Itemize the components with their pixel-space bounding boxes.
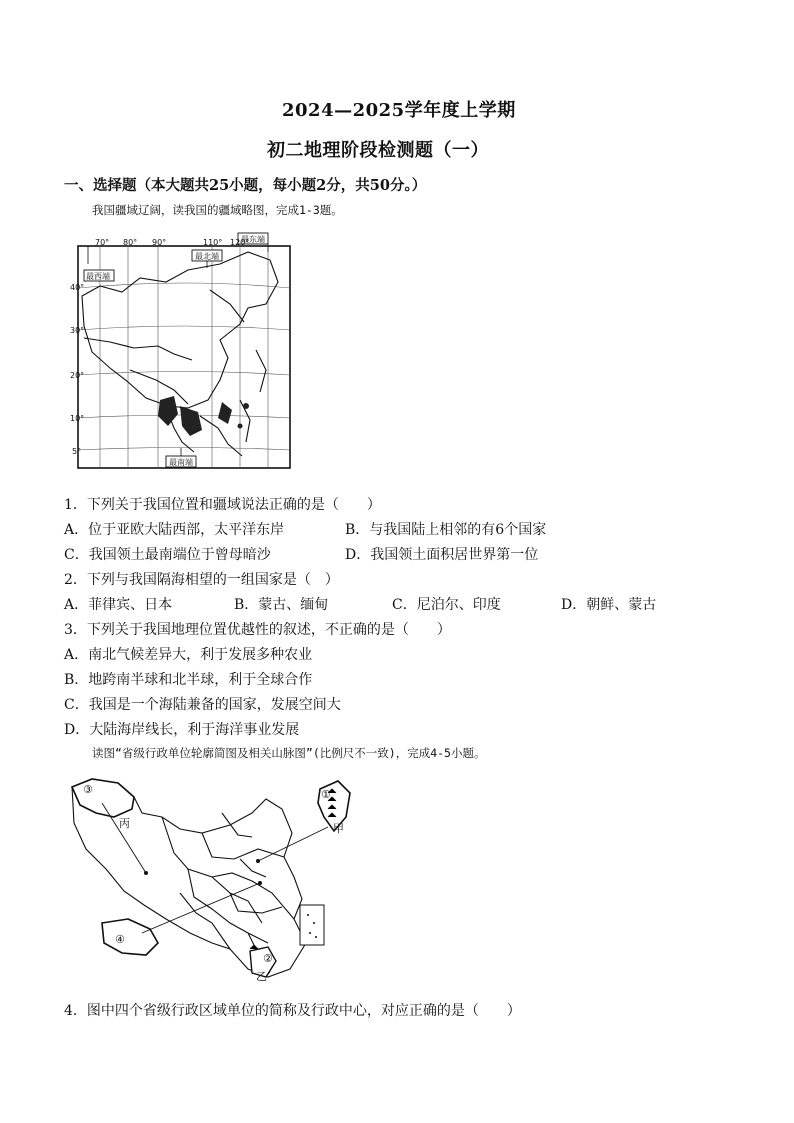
question-3-stem: 3．下列关于我国地理位置优越性的叙述，不正确的是（ ） — [64, 622, 451, 638]
question-4-stem: 4．图中四个省级行政区域单位的简称及行政中心，对应正确的是（ ） — [64, 1003, 521, 1019]
question-2-option-d[interactable]: D．朝鲜、蒙古 — [561, 597, 657, 613]
question-1-stem: 1．下列关于我国位置和疆域说法正确的是（ ） — [64, 497, 381, 513]
lat-label-30: 30° — [70, 326, 85, 335]
exam-title-subject: 初二地理阶段检测题（一） — [267, 140, 489, 161]
map2-label-3: ③ — [83, 783, 93, 796]
question-3-option-a[interactable]: A．南北气候差异大，利于发展多种农业 — [64, 647, 313, 663]
question-2-option-a[interactable]: A．菲律宾、日本 — [64, 597, 173, 613]
exam-title-year: 2024—2025学年度上学期 — [282, 100, 516, 121]
provincial-outline-map — [62, 773, 362, 988]
map2-label-bing: 丙 — [119, 817, 130, 830]
lon-label-120: 120° — [230, 238, 250, 247]
map1-intro: 我国疆域辽阔，读我国的疆域略图，完成1-3题。 — [92, 203, 343, 217]
question-1-option-b[interactable]: B．与我国陆上相邻的有6个国家 — [345, 522, 547, 538]
question-3-option-d[interactable]: D．大陆海岸线长，利于海洋事业发展 — [64, 722, 300, 738]
map-label-east: 最东端 — [241, 235, 265, 244]
question-2-option-b[interactable]: B．蒙古、缅甸 — [234, 597, 329, 613]
map-label-south: 最南端 — [169, 458, 193, 467]
map2-label-2: ② — [263, 952, 273, 965]
lat-label-10: 10° — [70, 414, 85, 423]
map-label-north: 最北端 — [195, 252, 219, 261]
map2-label-1: ① — [321, 788, 331, 801]
map2-label-jia: 甲 — [333, 822, 344, 835]
lat-label-40: 40° — [70, 283, 85, 292]
lon-label-70: 70° — [95, 238, 110, 247]
map2-label-yi: 乙 — [256, 970, 267, 983]
question-1-option-c[interactable]: C．我国领土最南端位于曾母暗沙 — [64, 547, 271, 563]
lon-label-110: 110° — [203, 238, 223, 247]
map-label-west: 最西端 — [86, 272, 110, 281]
question-2-option-c[interactable]: C．尼泊尔、印度 — [392, 597, 501, 613]
lat-label-20: 20° — [70, 371, 85, 380]
lon-label-90: 90° — [152, 238, 167, 247]
map2-intro: 读图“省级行政单位轮廓简图及相关山脉图”(比例尺不一致)，完成4-5小题。 — [92, 746, 486, 760]
question-2-stem: 2．下列与我国隔海相望的一组国家是（ ） — [64, 572, 339, 588]
lon-label-80: 80° — [123, 238, 138, 247]
question-1-option-d[interactable]: D．我国领土面积居世界第一位 — [345, 547, 539, 563]
map2-label-4: ④ — [115, 933, 125, 946]
question-1-option-a[interactable]: A．位于亚欧大陆西部，太平洋东岸 — [64, 522, 285, 538]
question-3-option-b[interactable]: B．地跨南半球和北半球，利于全球合作 — [64, 672, 313, 688]
china-territory-map — [70, 230, 300, 475]
question-3-option-c[interactable]: C．我国是一个海陆兼备的国家，发展空间大 — [64, 697, 341, 713]
lat-label-5: 5° — [72, 447, 82, 456]
section-heading: 一、选择题（本大题共25小题，每小题2分，共50分。） — [64, 177, 427, 194]
